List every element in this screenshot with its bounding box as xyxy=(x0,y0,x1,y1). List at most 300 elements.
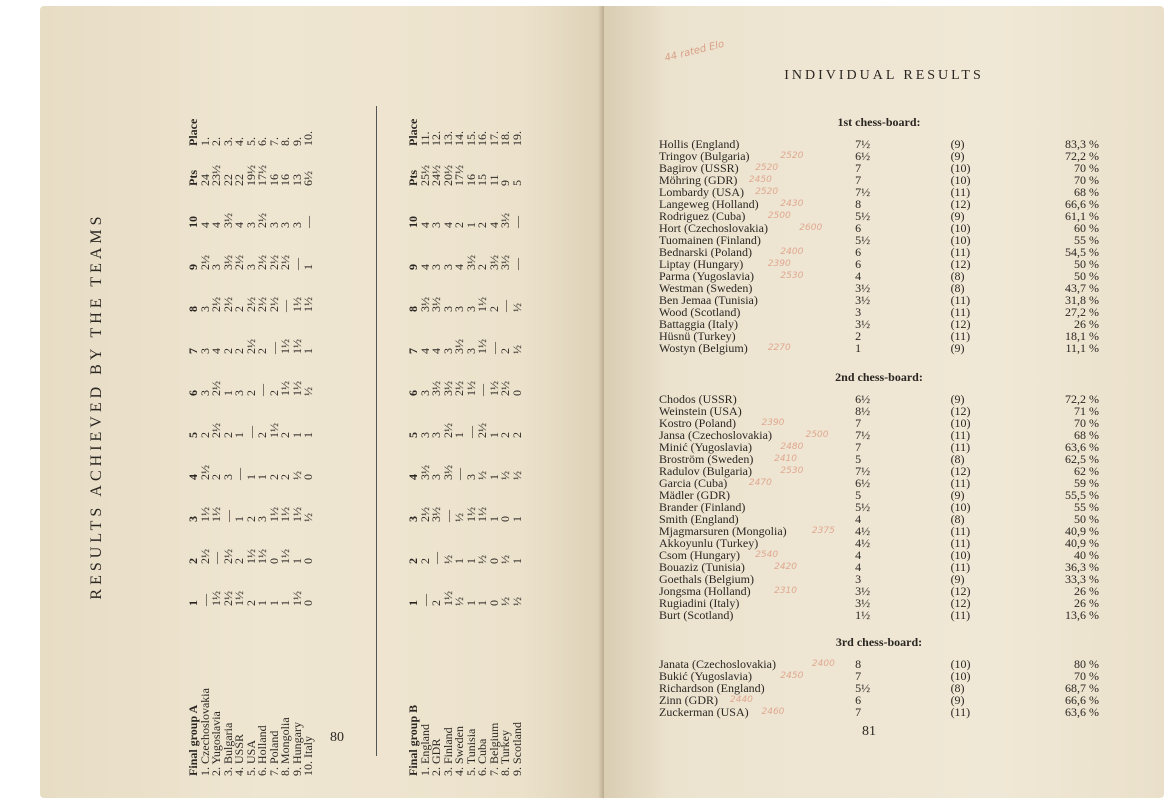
table-cell: 1½ xyxy=(278,381,292,396)
player-name: Jongsma (Holland) xyxy=(659,584,751,598)
final-group-a-table xyxy=(188,36,315,776)
table-cell: 1 xyxy=(509,516,524,522)
percentage: 71 % xyxy=(1074,404,1099,418)
table-cell: 1 xyxy=(463,600,478,606)
handwritten-elo: 2270 xyxy=(767,343,791,353)
player-name: Tringov (Bulgaria) xyxy=(659,149,750,163)
table-cell: 2½ xyxy=(220,297,235,312)
table-row xyxy=(243,36,258,776)
table-cell: 1. England xyxy=(417,724,432,776)
board-2-table xyxy=(659,371,1099,621)
player-name: Goethals (Belgium) xyxy=(659,572,754,586)
table-cell: 1½ xyxy=(463,381,478,396)
table-cell: 3½ xyxy=(498,213,512,228)
player-name: Richardson (England) xyxy=(659,681,765,695)
percentage: 18,1 % xyxy=(1065,329,1099,343)
table-cell: 4. USSR xyxy=(232,733,246,776)
points: 3½ xyxy=(855,293,871,307)
table-cell: 4. xyxy=(232,137,246,146)
table-cell: 1 xyxy=(475,600,489,606)
table-row xyxy=(509,36,524,776)
points: 6½ xyxy=(855,392,871,406)
table-cell: 24 xyxy=(197,174,212,186)
table-row xyxy=(486,36,501,776)
player-name: Janata (Czechoslovakia) xyxy=(659,657,776,671)
table-cell: 4 xyxy=(406,474,420,480)
table-cell: 1. Czechoslovakia xyxy=(197,688,212,776)
table-cell: ½ xyxy=(475,471,489,480)
table-cell: 1½ xyxy=(278,339,292,354)
table-cell: 2 xyxy=(509,432,524,438)
handwritten-elo: 2500 xyxy=(805,430,829,440)
games: (9) xyxy=(950,488,965,502)
handwritten-elo: 2310 xyxy=(774,586,797,596)
table-cell: 7. xyxy=(266,137,281,146)
table-row xyxy=(234,36,246,776)
table-cell: 1 xyxy=(220,390,235,396)
points: 3 xyxy=(855,305,862,319)
table-cell: 3 xyxy=(266,222,281,228)
table-row xyxy=(477,36,489,776)
points: 3½ xyxy=(855,596,871,610)
table-cell: 2½ xyxy=(417,507,432,522)
table-cell: 3 xyxy=(440,306,455,312)
player-name: Weinstein (USA) xyxy=(659,404,742,418)
games: (11) xyxy=(950,560,971,574)
games: (10) xyxy=(950,161,971,175)
table-cell: 1½ xyxy=(440,591,455,606)
percentage: 59 % xyxy=(1074,476,1099,490)
table-cell: 3 xyxy=(463,306,478,312)
percentage: 13,6 % xyxy=(1065,608,1099,622)
games: (11) xyxy=(950,428,971,442)
player-name: Mädler (GDR) xyxy=(659,488,730,502)
games: (10) xyxy=(950,657,971,671)
table-cell: 1 xyxy=(186,600,200,606)
handwritten-elo: 2400 xyxy=(811,659,835,669)
handwritten-elo: 2430 xyxy=(780,199,804,209)
games: (8) xyxy=(950,512,965,526)
points: 7 xyxy=(855,416,862,430)
table-cell: 12. xyxy=(429,131,443,146)
games: (11) xyxy=(950,245,971,259)
table-cell: — xyxy=(209,552,223,564)
player-name: Ben Jemaa (Tunisia) xyxy=(659,293,758,307)
table-cell: 2½ xyxy=(209,297,223,312)
table-cell: 0 xyxy=(509,390,524,396)
table-cell: 1 xyxy=(289,558,304,564)
points: 1 xyxy=(855,341,862,355)
points: 4 xyxy=(855,512,862,526)
table-cell: 1 xyxy=(486,432,501,438)
table-cell: 1½ xyxy=(289,591,304,606)
player-name: Hort (Czechoslovakia) xyxy=(659,221,768,235)
games: (11) xyxy=(950,536,971,550)
table-cell: 9. xyxy=(289,137,304,146)
points: 7½ xyxy=(855,428,871,442)
points: 3½ xyxy=(855,281,871,295)
player-name: Battaggia (Italy) xyxy=(659,317,738,331)
percentage: 68,7 % xyxy=(1065,681,1099,695)
percentage: 27,2 % xyxy=(1065,305,1099,319)
player-name: Langeweg (Holland) xyxy=(659,197,759,211)
table-cell: 1½ xyxy=(266,507,281,522)
table-row xyxy=(454,36,466,776)
handwritten-elo: 2530 xyxy=(780,271,804,281)
table-cell: 2½ xyxy=(255,255,269,270)
table-cell: 3½ xyxy=(452,339,466,354)
table-cell: 3 xyxy=(289,222,304,228)
table-cell: Final group B xyxy=(406,704,420,776)
table-cell: 3 xyxy=(255,516,269,522)
points: 7½ xyxy=(855,185,871,199)
percentage: 70 % xyxy=(1074,669,1099,683)
table-cell: 3½ xyxy=(440,381,455,396)
games: (12) xyxy=(950,584,971,598)
table-cell: — xyxy=(498,300,512,312)
player-name: Tuomainen (Finland) xyxy=(659,233,761,247)
table-cell: 9. Scotland xyxy=(509,722,524,776)
player-name: Kostro (Poland) xyxy=(659,416,736,430)
table-cell: 2 xyxy=(266,474,281,480)
table-cell: ½ xyxy=(509,303,524,312)
table-cell: Pts xyxy=(186,170,200,186)
table-cell: 8. xyxy=(278,137,292,146)
table-cell: 4 xyxy=(232,222,246,228)
games: (11) xyxy=(950,293,971,307)
table-cell: 3. xyxy=(220,137,235,146)
table-cell: 8 xyxy=(406,306,420,312)
games: (10) xyxy=(950,173,971,187)
table-cell: 2½ xyxy=(498,381,512,396)
table-cell: 5. USA xyxy=(243,739,258,776)
handwritten-elo: 2600 xyxy=(799,223,823,233)
points: 4½ xyxy=(855,536,871,550)
games: (11) xyxy=(950,185,971,199)
table-cell: 3 xyxy=(232,390,246,396)
page-number-left: 80 xyxy=(330,730,344,745)
table-cell: 1½ xyxy=(289,381,304,396)
table-cell: — xyxy=(440,510,455,522)
table-cell: 4 xyxy=(429,348,443,354)
table-cell: Final group A xyxy=(186,704,200,776)
table-cell: 3 xyxy=(220,474,235,480)
handwritten-elo: 2450 xyxy=(748,175,772,185)
percentage: 83,3 % xyxy=(1065,137,1099,151)
games: (11) xyxy=(950,329,971,343)
table-cell: — xyxy=(417,594,432,606)
table-cell: 3 xyxy=(463,348,478,354)
table-cell: 1½ xyxy=(266,423,281,438)
table-cell: 1 xyxy=(486,516,501,522)
table-cell: 2 xyxy=(266,390,281,396)
points: 5½ xyxy=(855,500,871,514)
handwritten-elo: 2390 xyxy=(761,418,785,428)
table-cell: 2 xyxy=(197,432,212,438)
player-row xyxy=(659,682,1099,694)
table-cell: 3 xyxy=(429,264,443,270)
points: 8 xyxy=(855,197,862,211)
player-name: Minić (Yugoslavia) xyxy=(659,440,752,454)
handwritten-elo: 2530 xyxy=(780,466,804,476)
table-cell: 13 xyxy=(289,174,304,186)
points: 6 xyxy=(855,221,862,235)
table-cell: ½ xyxy=(289,471,304,480)
points: 6½ xyxy=(855,476,871,490)
table-cell: 7. Poland xyxy=(266,730,281,776)
player-name: Rodriguez (Cuba) xyxy=(659,209,746,223)
table-cell: 2½ xyxy=(266,255,281,270)
table-cell: ½ xyxy=(452,597,466,606)
table-cell: ½ xyxy=(440,555,455,564)
table-row xyxy=(417,36,432,776)
table-cell: 4 xyxy=(417,264,432,270)
table-cell: 9. Hungary xyxy=(289,722,304,776)
percentage: 26 % xyxy=(1074,584,1099,598)
table-cell: 2. xyxy=(209,137,223,146)
percentage: 50 % xyxy=(1074,512,1099,526)
table-cell: 8. Turkey xyxy=(498,729,512,776)
table-cell: 2 xyxy=(486,306,501,312)
table-cell: 8. Mongolia xyxy=(278,717,292,776)
games: (9) xyxy=(950,149,965,163)
games: (8) xyxy=(950,269,965,283)
handwritten-elo: 2540 xyxy=(755,550,779,560)
table-cell: 4 xyxy=(209,348,223,354)
percentage: 68 % xyxy=(1074,428,1099,442)
table-cell: ½ xyxy=(301,387,315,396)
table-cell: 6 xyxy=(186,390,200,396)
points: 5 xyxy=(855,488,862,502)
table-cell: — xyxy=(243,426,258,438)
handwritten-elo: 2375 xyxy=(811,526,835,536)
right-page xyxy=(604,6,1164,798)
table-cell: 2½ xyxy=(475,423,489,438)
games: (10) xyxy=(950,500,971,514)
table-cell: 1 xyxy=(301,348,315,354)
table-cell: 16. xyxy=(475,131,489,146)
table-cell: — xyxy=(429,552,443,564)
table-cell: 2½ xyxy=(440,423,455,438)
table-row xyxy=(220,36,235,776)
table-cell: 5 xyxy=(509,180,524,186)
games: (12) xyxy=(950,317,971,331)
player-name: Garcia (Cuba) xyxy=(659,476,728,490)
percentage: 80 % xyxy=(1074,657,1099,671)
handwritten-elo: 2390 xyxy=(767,259,791,269)
points: 4 xyxy=(855,548,862,562)
player-name: Zinn (GDR) xyxy=(659,693,718,707)
table-cell: 5. Tunisia xyxy=(463,728,478,776)
table-cell: 1½ xyxy=(243,549,258,564)
table-cell: 1 xyxy=(232,516,246,522)
table-cell: ½ xyxy=(301,513,315,522)
table-cell: 15. xyxy=(463,131,478,146)
table-cell: 5 xyxy=(406,432,420,438)
final-group-b-table xyxy=(408,36,523,776)
table-cell: 1½ xyxy=(301,297,315,312)
table-cell: 2 xyxy=(232,306,246,312)
table-cell: 3½ xyxy=(440,465,455,480)
points: 7 xyxy=(855,669,862,683)
table-cell: 1. xyxy=(197,137,212,146)
table-cell: 1½ xyxy=(475,297,489,312)
table-cell: 8 xyxy=(186,306,200,312)
table-cell: 6. Cuba xyxy=(475,738,489,776)
table-cell: 2½ xyxy=(243,297,258,312)
percentage: 63,6 % xyxy=(1065,705,1099,719)
table-cell: 1½ xyxy=(463,507,478,522)
games: (12) xyxy=(950,464,971,478)
table-cell: 3 xyxy=(186,516,200,522)
points: 7 xyxy=(855,705,862,719)
points: 7 xyxy=(855,161,862,175)
handwritten-elo: 2400 xyxy=(780,247,804,257)
percentage: 40 % xyxy=(1074,548,1099,562)
points: 6 xyxy=(855,257,862,271)
player-name: Wood (Scotland) xyxy=(659,305,741,319)
player-name: Bagirov (USSR) xyxy=(659,161,739,175)
table-cell: 20½ xyxy=(440,165,455,186)
games: (9) xyxy=(950,341,965,355)
table-cell: 1½ xyxy=(486,381,501,396)
table-cell: 16 xyxy=(463,174,478,186)
games: (8) xyxy=(950,452,965,466)
table-header xyxy=(408,36,420,776)
games: (10) xyxy=(950,416,971,430)
table-cell: 4. Sweden xyxy=(452,726,466,776)
percentage: 70 % xyxy=(1074,161,1099,175)
player-row xyxy=(659,609,1099,621)
table-cell: 3½ xyxy=(486,255,501,270)
points: 3 xyxy=(855,572,862,586)
table-cell: 3 xyxy=(429,474,443,480)
table-cell: 0 xyxy=(486,558,501,564)
table-cell: 1½ xyxy=(232,591,246,606)
table-cell: 1 xyxy=(463,558,478,564)
table-cell: 25½ xyxy=(417,165,432,186)
table-cell: 9 xyxy=(186,264,200,270)
table-cell: 3 xyxy=(463,474,478,480)
table-cell: 2 xyxy=(243,516,258,522)
table-cell: 1 xyxy=(301,432,315,438)
board-heading: 2nd chess-board: xyxy=(835,370,923,384)
table-cell: ½ xyxy=(509,471,524,480)
table-cell: 10 xyxy=(186,216,200,228)
table-cell: 2½ xyxy=(255,297,269,312)
percentage: 70 % xyxy=(1074,416,1099,430)
percentage: 66,6 % xyxy=(1065,693,1099,707)
table-cell: 1 xyxy=(509,558,524,564)
table-cell: 0 xyxy=(301,474,315,480)
percentage: 72,2 % xyxy=(1065,149,1099,163)
table-cell: 9 xyxy=(406,264,420,270)
points: 5½ xyxy=(855,233,871,247)
player-name: Broström (Sweden) xyxy=(659,452,754,466)
table-cell: 1 xyxy=(266,600,281,606)
table-cell: 10 xyxy=(406,216,420,228)
table-cell: 2½ xyxy=(255,213,269,228)
points: 4 xyxy=(855,269,862,283)
games: (12) xyxy=(950,596,971,610)
table-cell: 2 xyxy=(232,348,246,354)
table-cell: ½ xyxy=(475,555,489,564)
table-cell: 1½ xyxy=(475,339,489,354)
table-cell: 2 xyxy=(475,264,489,270)
games: (11) xyxy=(950,608,971,622)
table-cell: 3½ xyxy=(429,381,443,396)
table-cell: 1 xyxy=(255,600,269,606)
percentage: 55 % xyxy=(1074,500,1099,514)
table-cell: 4 xyxy=(417,222,432,228)
table-cell: 6. Holland xyxy=(255,725,269,776)
table-cell: 6½ xyxy=(301,171,315,186)
table-cell: 16 xyxy=(266,174,281,186)
table-cell: — xyxy=(463,426,478,438)
table-cell: 1 xyxy=(278,600,292,606)
points: 5½ xyxy=(855,681,871,695)
table-cell: 2 xyxy=(452,222,466,228)
games: (10) xyxy=(950,233,971,247)
points: 3½ xyxy=(855,584,871,598)
board-heading: 3rd chess-board: xyxy=(835,635,923,649)
player-name: Jansa (Czechoslovakia) xyxy=(659,428,772,442)
table-cell: 2½ xyxy=(220,591,235,606)
table-cell: 2½ xyxy=(197,255,212,270)
player-name: Chodos (USSR) xyxy=(659,392,737,406)
table-cell: — xyxy=(301,216,315,228)
player-name: Bouaziz (Tunisia) xyxy=(659,560,745,574)
percentage: 36,3 % xyxy=(1065,560,1099,574)
handwritten-elo: 2440 xyxy=(730,695,753,705)
table-cell: 1½ xyxy=(278,507,292,522)
table-cell: 0 xyxy=(498,516,512,522)
board-1-table xyxy=(659,116,1099,354)
games: (9) xyxy=(950,693,965,707)
percentage: 62,5 % xyxy=(1065,452,1099,466)
table-cell: 0 xyxy=(301,558,315,564)
table-cell: 1½ xyxy=(475,507,489,522)
games: (11) xyxy=(950,305,971,319)
table-cell: 10. Italy xyxy=(301,736,315,776)
table-cell: 11 xyxy=(486,174,501,186)
player-row xyxy=(659,706,1099,718)
points: 2 xyxy=(855,329,862,343)
percentage: 11,1 % xyxy=(1065,341,1099,355)
table-row xyxy=(463,36,478,776)
table-cell: 15 xyxy=(475,174,489,186)
board-heading: 1st chess-board: xyxy=(837,115,921,129)
player-name: Akkoyunlu (Turkey) xyxy=(659,536,759,550)
table-cell: 3 xyxy=(417,432,432,438)
table-header xyxy=(188,36,200,776)
table-cell: 2½ xyxy=(243,339,258,354)
table-cell: 1 xyxy=(232,432,246,438)
games: (9) xyxy=(950,209,965,223)
table-row xyxy=(266,36,281,776)
player-name: Liptay (Hungary) xyxy=(659,257,744,271)
points: 5½ xyxy=(855,209,871,223)
table-cell: — xyxy=(255,384,269,396)
table-cell: — xyxy=(509,216,524,228)
table-cell: 23½ xyxy=(209,165,223,186)
table-cell: 4 xyxy=(440,222,455,228)
handwritten-elo: 2470 xyxy=(748,478,772,488)
table-cell: — xyxy=(197,594,212,606)
table-cell: 2 xyxy=(255,432,269,438)
table-cell: 3 xyxy=(429,222,443,228)
table-cell: 2 xyxy=(498,348,512,354)
